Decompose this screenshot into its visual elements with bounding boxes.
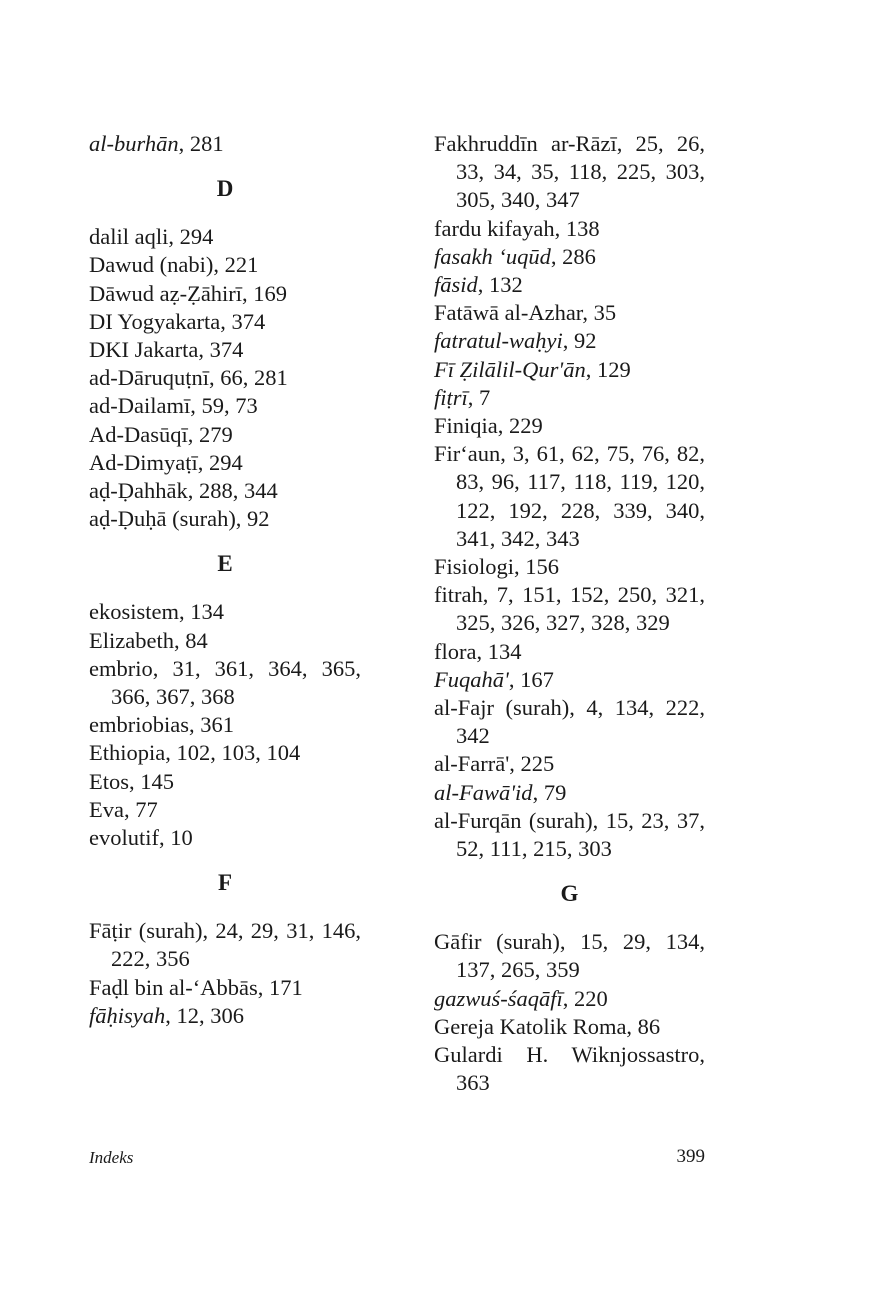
index-entry: aḍ-Ḍahhāk, 288, 344	[89, 478, 278, 504]
index-entry: fitrah, 7, 151, 152, 250, 321, 325, 326, 327, 328, 329	[434, 582, 705, 636]
index-entry	[89, 1002, 361, 1030]
index-entry-term: fiṭrī	[434, 384, 468, 410]
index-entry: Ad-Dimyaṭī, 294	[89, 449, 243, 475]
index-entry-pages: , 167	[508, 666, 554, 692]
index-entry-term: Fī Ẓilālil-Qur'ān	[434, 356, 586, 382]
index-entry: flora, 134	[434, 638, 522, 664]
index-entry	[434, 271, 705, 299]
index-entry-pages: , 7	[467, 384, 491, 410]
index-entry	[434, 779, 705, 807]
index-entry: Fāṭir (surah), 24, 29, 31, 146, 222, 356	[89, 918, 361, 972]
index-entry: Ad-Dasūqī, 279	[89, 421, 233, 447]
index-entry: Fisiologi, 156	[434, 554, 560, 580]
index-entry-pages: , 132	[477, 272, 523, 298]
index-entry: Faḍl bin al-‘Abbās, 171	[89, 974, 303, 1000]
index-letter-heading: F	[217, 870, 233, 896]
index-entry: Eva, 77	[89, 796, 158, 822]
index-entry	[89, 130, 361, 158]
index-entry: fardu kifayah, 138	[434, 215, 600, 241]
index-entry-pages: , 79	[532, 779, 567, 805]
index-entry: ekosistem, 134	[89, 599, 224, 625]
index-entry: Gereja Katolik Roma, 86	[434, 1013, 661, 1039]
index-entry: Elizabeth, 84	[89, 627, 208, 653]
index-entry: DKI Jakarta, 374	[89, 337, 244, 363]
index-entry: ad-Dāruquṭnī, 66, 281	[89, 365, 288, 391]
index-entry: Fir‘aun, 3, 61, 62, 75, 76, 82, 83, 96, 117, 118, 119, 120, 122, 192, 228, 339, 340, 341, 342, 343	[434, 441, 705, 551]
index-entry: aḍ-Ḍuḥā (surah), 92	[89, 506, 270, 532]
index-entry: Ethiopia, 102, 103, 104	[89, 740, 301, 766]
index-entry: ad-Dailamī, 59, 73	[89, 393, 258, 419]
index-column-left	[89, 130, 361, 1030]
index-entry	[434, 243, 705, 271]
index-entry: Dāwud aẓ-Ẓāhirī, 169	[89, 280, 288, 306]
index-entry-term: fāḥisyah	[89, 1002, 166, 1028]
index-entry: dalil aqli, 294	[89, 224, 214, 250]
index-entry: Dawud (nabi), 221	[89, 252, 259, 278]
index-entry	[434, 327, 705, 355]
index-entry: evolutif, 10	[89, 825, 193, 851]
index-entry: DI Yogyakarta, 374	[89, 308, 266, 334]
index-entry: Gulardi H. Wiknjossastro, 363	[434, 1042, 705, 1096]
index-entry: Finiqia, 229	[434, 413, 543, 439]
index-entry	[434, 666, 705, 694]
index-entry-pages: , 281	[178, 131, 224, 156]
index-entry	[434, 985, 705, 1013]
index-entry: Fakhruddīn ar-Rāzī, 25, 26, 33, 34, 35, 118, 225, 303, 305, 340, 347	[434, 131, 705, 213]
footer-page-number: 399	[676, 1146, 705, 1167]
index-entry-term: fasakh ‘uqūd	[434, 243, 551, 269]
index-entry-term: gazwuś-śaqāfī	[434, 985, 563, 1011]
index-column-right	[434, 130, 705, 1098]
index-entry: embriobias, 361	[89, 712, 234, 738]
index-entry-term: al-burhān	[89, 131, 179, 156]
index-entry: embrio, 31, 361, 364, 365, 366, 367, 368	[89, 655, 361, 710]
index-letter-heading: G	[560, 881, 579, 907]
index-entry-term: al-Fawā'id	[434, 779, 533, 805]
index-entry: al-Fajr (surah), 4, 134, 222, 342	[434, 695, 705, 749]
index-letter-heading: E	[217, 551, 233, 577]
index-entry: Fatāwā al-Azhar, 35	[434, 300, 617, 326]
index-letter-heading: D	[216, 176, 234, 202]
index-entry-pages: , 12, 306	[165, 1002, 244, 1028]
index-entry: al-Furqān (surah), 15, 23, 37, 52, 111, 215, 303	[434, 807, 705, 862]
index-entry-term: fatratul-waḥyi	[434, 328, 563, 354]
index-entry: al-Farrā', 225	[434, 751, 555, 777]
index-entry: Gāfir (surah), 15, 29, 134, 137, 265, 359	[434, 929, 705, 983]
index-entry	[434, 384, 705, 412]
index-entry-term: fāsid	[434, 272, 478, 298]
index-entry-pages: , 286	[550, 243, 596, 269]
index-entry-pages: , 129	[585, 356, 631, 382]
index-entry: Etos, 145	[89, 768, 175, 794]
footer-section-title: Indeks	[89, 1148, 134, 1167]
index-entry-term: Fuqahā'	[434, 666, 509, 692]
index-entry	[434, 356, 705, 384]
index-entry-pages: , 220	[562, 985, 608, 1011]
index-entry-pages: , 92	[562, 328, 597, 354]
